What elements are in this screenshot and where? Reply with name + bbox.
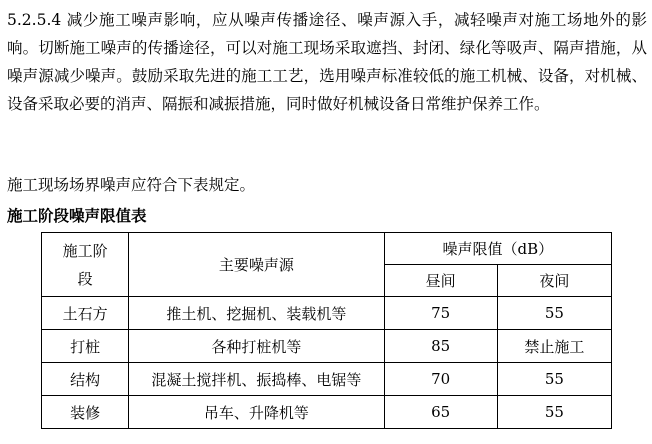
header-stage	[42, 233, 129, 297]
cell-night: 禁止施工	[497, 330, 611, 363]
table-title: 施工阶段噪声限值表	[7, 206, 147, 225]
cell-source: 各种打桩机等	[129, 330, 384, 363]
cell-source: 推土机、挖掘机、装载机等	[129, 297, 384, 330]
cell-day: 75	[384, 297, 497, 330]
table-row	[42, 363, 612, 396]
cell-day: 65	[384, 396, 497, 429]
header-night: 夜间	[497, 265, 611, 297]
noise-limit-table	[41, 232, 612, 429]
table-row	[42, 396, 612, 429]
cell-source: 吊车、升降机等	[129, 396, 384, 429]
header-source: 主要噪声源	[129, 233, 384, 297]
cell-stage: 土石方	[42, 297, 129, 330]
header-day: 昼间	[384, 265, 497, 297]
table-header-row	[42, 233, 612, 265]
cell-night: 55	[497, 363, 611, 396]
table-row	[42, 297, 612, 330]
cell-night: 55	[497, 297, 611, 330]
header-stage-line1: 施工阶	[62, 241, 108, 260]
header-limit: 噪声限值（dB）	[384, 233, 611, 265]
cell-day: 70	[384, 363, 497, 396]
cell-source: 混凝土搅拌机、振捣棒、电锯等	[129, 363, 384, 396]
cell-stage: 装修	[42, 396, 129, 429]
header-stage-line2: 段	[77, 269, 93, 288]
cell-day: 85	[384, 330, 497, 363]
cell-stage: 打桩	[42, 330, 129, 363]
table-row	[42, 330, 612, 363]
body-paragraph: 5.2.5.4 减少施工噪声影响，应从噪声传播途径、噪声源入手，减轻噪声对施工场地外的影响。切断施工噪声的传播途径，可以对施工现场采取遮挡、封闭、绿化等吸声、隔声措施，从噪声源减少噪声。鼓励采取先进的施工工艺，选用噪声标准较低的施工机械、设备，对机械、设备采取必要的消声、隔振和减振措施，同时做好机械设备日常维护保养工作。	[7, 11, 647, 113]
cell-night: 55	[497, 396, 611, 429]
cell-stage: 结构	[42, 363, 129, 396]
table-note: 施工现场场界噪声应符合下表规定。	[7, 176, 256, 194]
